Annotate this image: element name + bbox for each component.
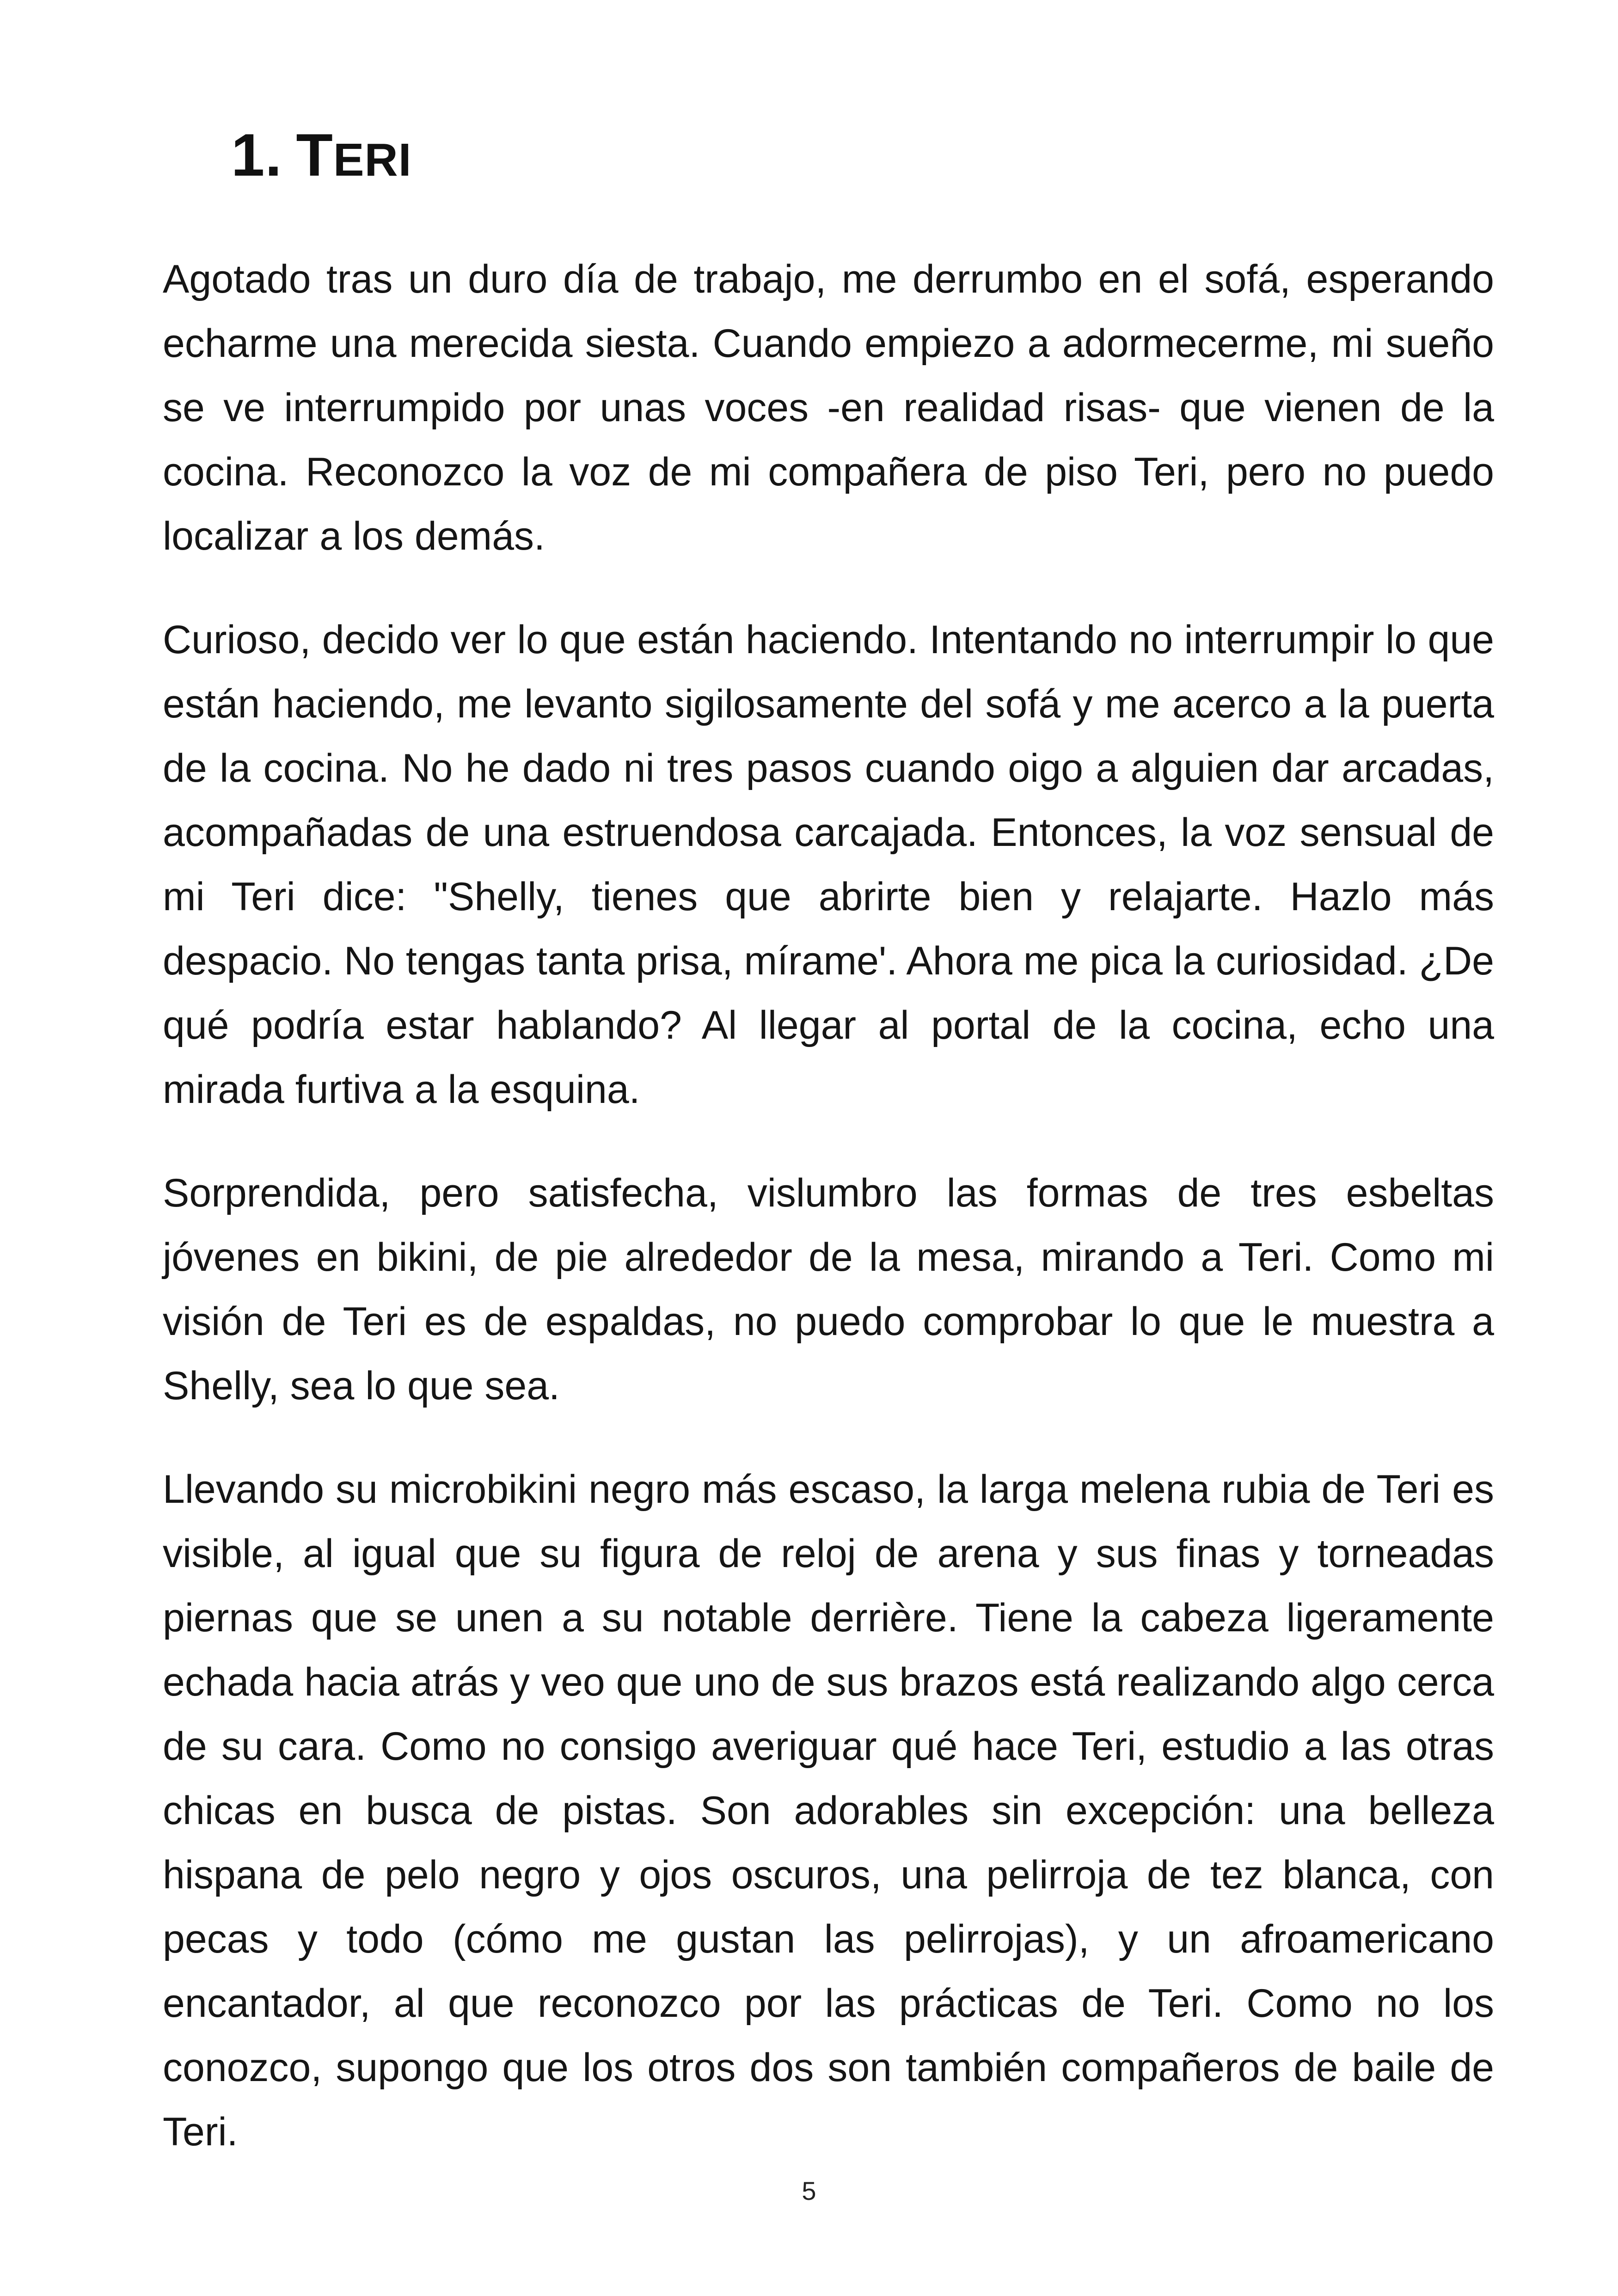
paragraph-1: Agotado tras un duro día de trabajo, me derrumbo en el sofá, esperando echarme una merecida siesta. Cuando empiezo a adormecerme, mi sueño se ve interrumpido por unas voces -en realidad risas- que vienen de la cocina. Reconozco la voz de mi compañera de piso Teri, pero no puedo localizar a los demás. bbox=[163, 257, 1494, 558]
chapter-body bbox=[163, 247, 1494, 2204]
paragraph-2: Curioso, decido ver lo que están haciendo. Intentando no interrumpir lo que están haciendo, me levanto sigilosamente del sofá y me acerco a la puerta de la cocina. No he dado ni tres pasos cuando oigo a alguien dar arcadas, acompañadas de una estruendosa carcajada. Entonces, la voz sensual de mi Teri dice: "Shelly, tienes que abrirte bien y relajarte. Hazlo más despacio. No tengas tanta prisa, mírame'. Ahora me pica la curiosidad. ¿De qué podría estar hablando? Al llegar al portal de la cocina, echo una mirada furtiva a la esquina. bbox=[163, 618, 1494, 1112]
chapter-number: 1. bbox=[231, 121, 282, 189]
page-number: 5 bbox=[802, 2176, 816, 2205]
paragraph-3: Sorprendida, pero satisfecha, vislumbro las formas de tres esbeltas jóvenes en bikini, de pie alrededor de la mesa, mirando a Teri. Como mi visión de Teri es de espaldas, no puedo comprobar lo que le muestra a Shelly, sea lo que sea. bbox=[163, 1171, 1494, 1408]
chapter-title bbox=[231, 116, 412, 199]
chapter-title-initial: T bbox=[296, 121, 333, 189]
chapter-title-rest: ERI bbox=[333, 134, 412, 186]
paragraph-4: Llevando su microbikini negro más escaso, la larga melena rubia de Teri es visible, al igual que su figura de reloj de arena y sus finas y torneadas piernas que se unen a su notable derrière. Tiene la cabeza ligeramente echada hacia atrás y veo que uno de sus brazos está realizando algo cerca de su cara. Como no consigo averiguar qué hace Teri, estudio a las otras chicas en busca de pistas. Son adorables sin excepción: una belleza hispana de pelo negro y ojos oscuros, una pelirroja de tez blanca, con pecas y todo (cómo me gustan las pelirrojas), y un afroamericano encantador, al que reconozco por las prácticas de Teri. Como no los conozco, supongo que los otros dos son también compañeros de baile de Teri. bbox=[163, 1467, 1494, 2154]
